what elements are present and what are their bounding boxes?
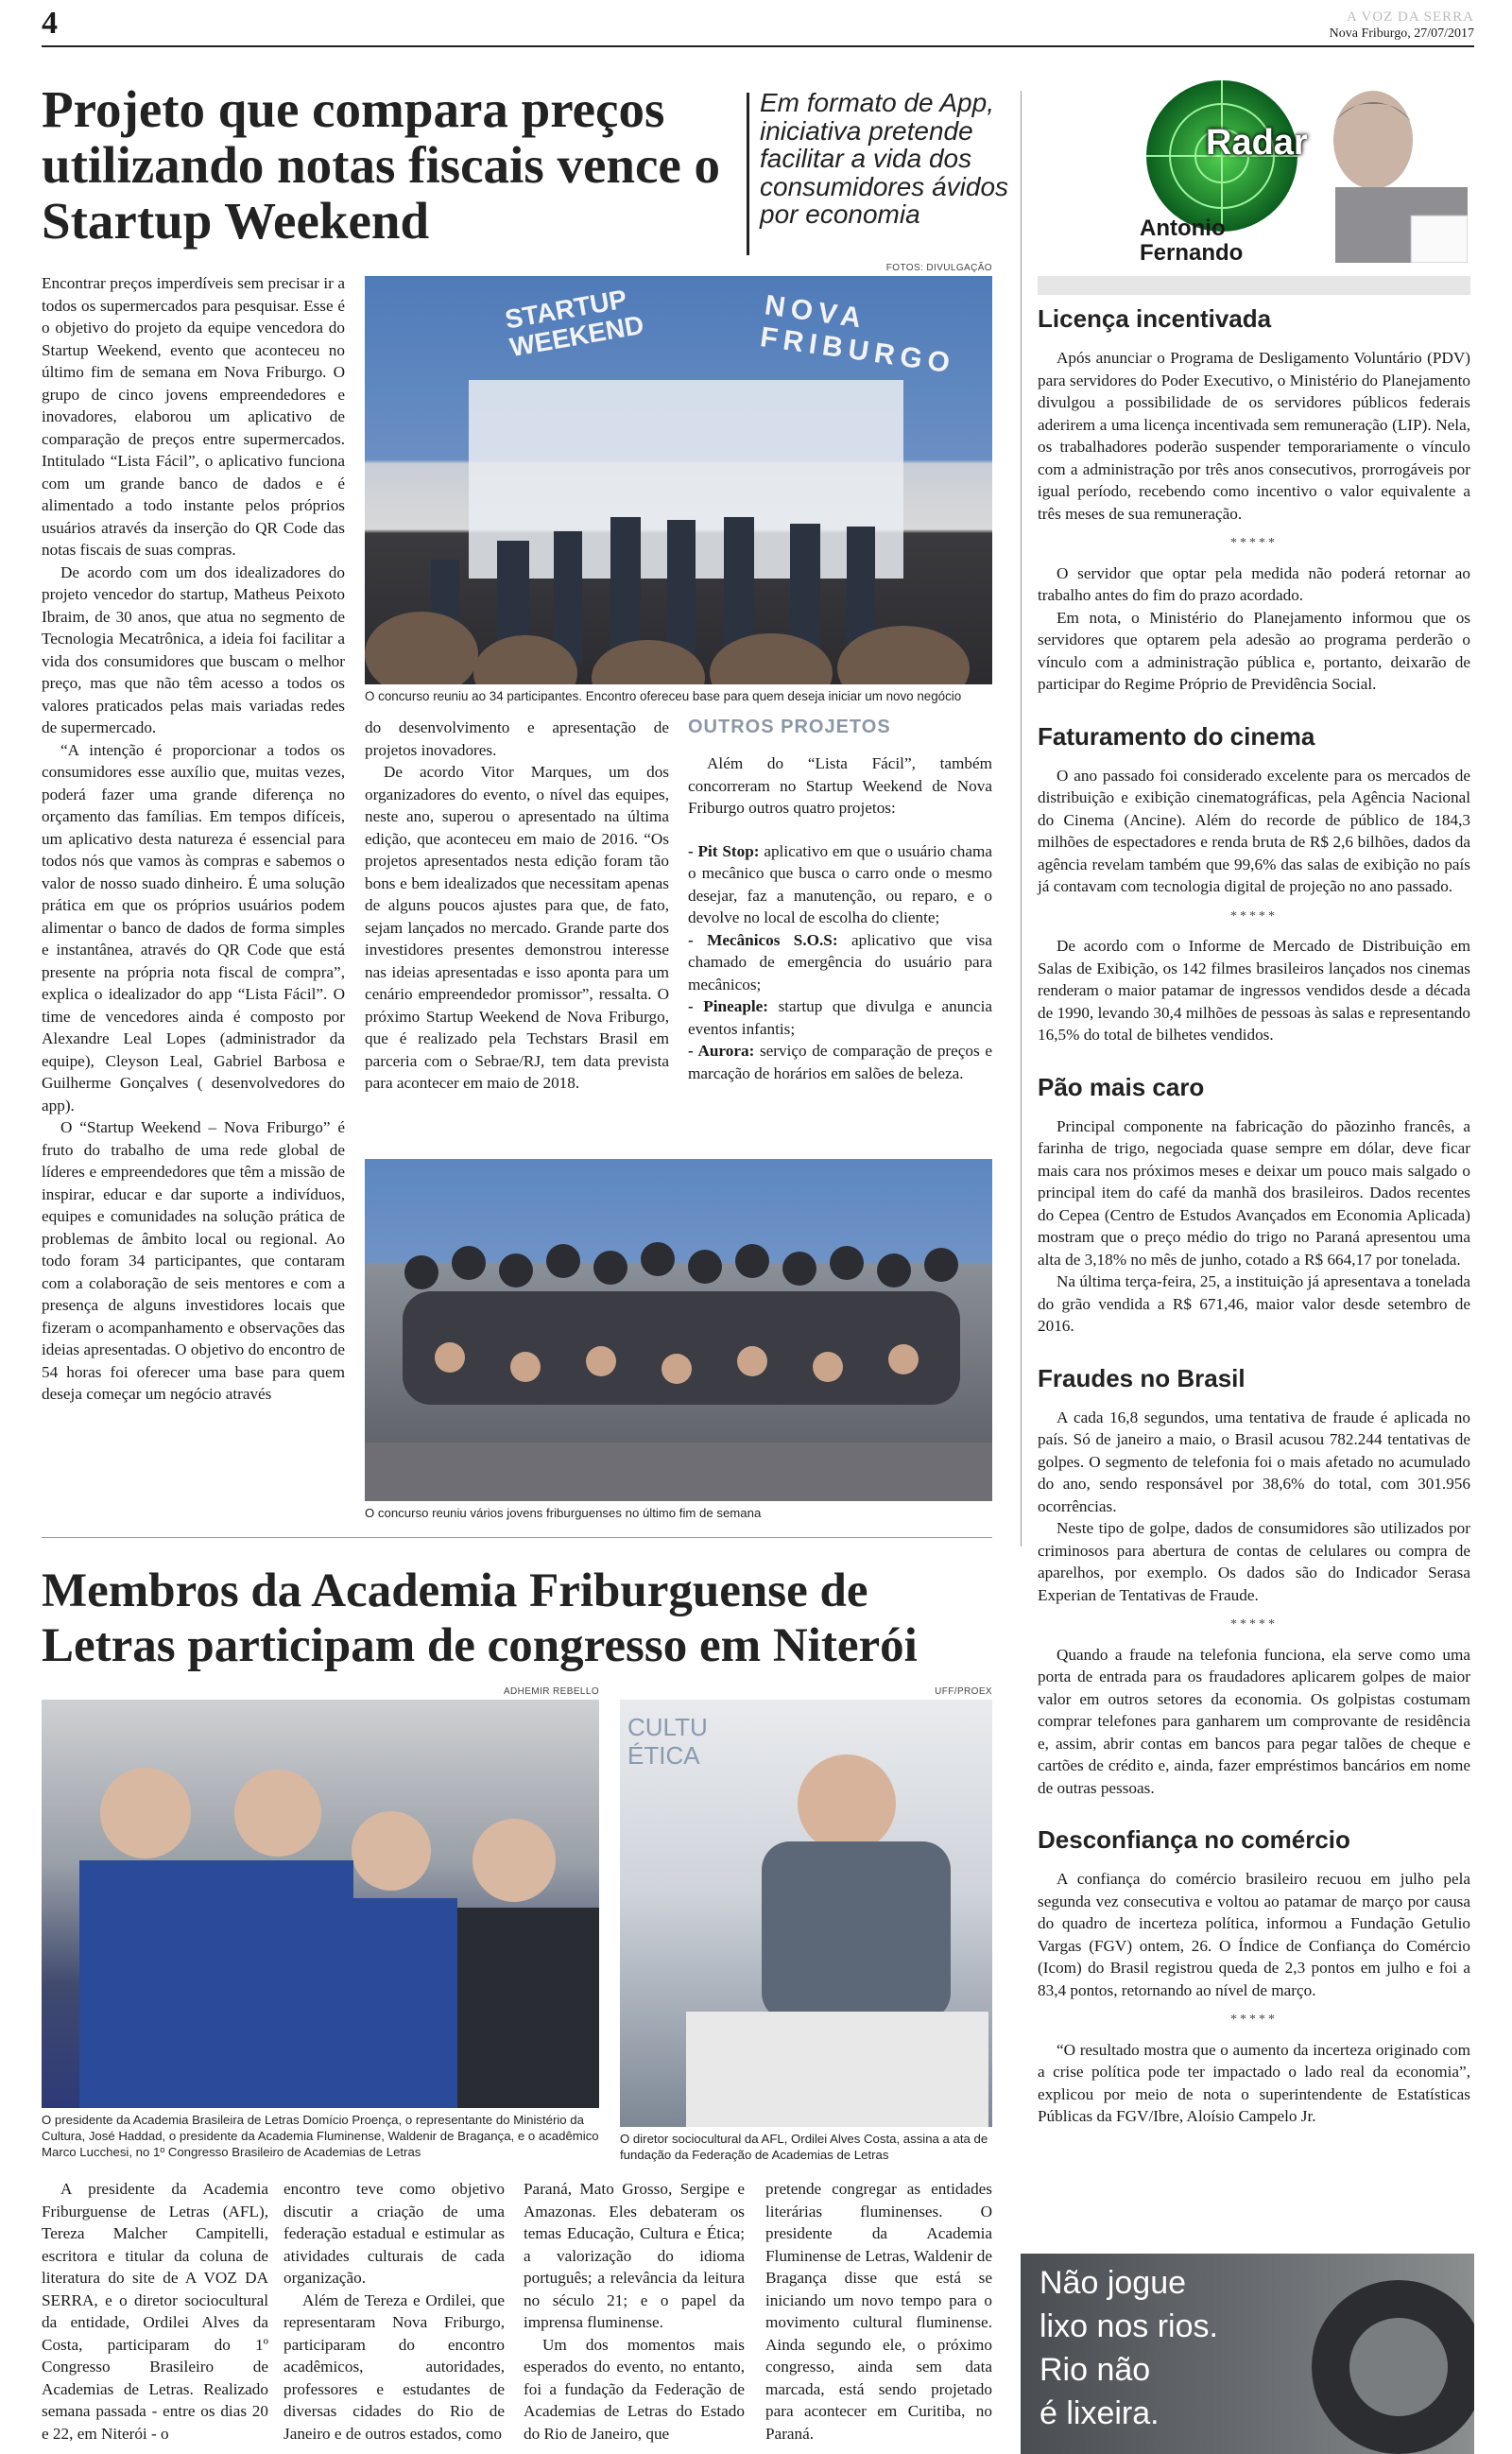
academia-rule [42, 1537, 992, 1538]
academia-col2 [284, 2178, 505, 2452]
academia-photo-2 [620, 1700, 992, 2127]
radar-paragraph: Em nota, o Ministério do Planejamento informou que os servidores que optarem pela adesão ao programa perderão o vínculo com a administração pública e, portanto, deixarão de participar do Regime Próprio de Previdência Social. [1038, 608, 1470, 693]
radar-paragraph: Na última terça-feira, 25, a instituição já apresentava a tonelada do grão vendida a R$ 671,46, maior valor desde setembro de 2016. [1038, 1272, 1470, 1335]
radar-logo-text: Radar [1206, 123, 1308, 163]
academia-paragraph: Um dos momentos mais esperados do evento, no entanto, foi a fundação da Federação de Academias de Letras do Estado do Rio de Janeiro, que [524, 2335, 745, 2443]
radar-section-body [1038, 1868, 1470, 2128]
startup-paragraph: “A intenção é proporcionar a todos os consumidores esse auxílio que, muitas vezes, poderá fazer uma grande diferença no orçamento das famílias. Em tempos difíceis, um aplicativo desta natureza é essencial para todos nós que vamos às compras e sabemos o valor de nosso suado dinheiro. É uma solução prática em que os próprios usuários podem alimentar o banco de dados de forma simples e instantânea, através do QR Code que está presente na própria nota fiscal de compra”, explica o idealizador do app “Lista Fácil”. O time de vencedores ainda é composto por Alexandre Leal Lopes (administrador da equipe), Cleyson Leal, Gabriel Barbosa e Guilherme Gonçalves ( desenvolvedores do app). [42, 740, 345, 1115]
radar-section-body [1038, 1115, 1470, 1338]
radar-author-first: Antonio [1140, 216, 1226, 241]
radar-paragraph: De acordo com o Informe de Mercado de Distribuição em Salas de Exibição, os 142 filmes brasileiros lançados nos cinemas renderam o maior patamar de ingressos vendidos desde a década de 1990, levando 30,4 milhões de pessoas às salas e representando 16,5% do total de bilhetes vendidos. [1038, 937, 1470, 1044]
academia-col4 [765, 2178, 992, 2452]
startup-subhead: Em formato de App, iniciativa pretende facilitar a vida dos consumidores ávidos por economia [760, 88, 1009, 229]
photo-banner-startup: STARTUP WEEKEND [502, 284, 646, 363]
subhead-rule [747, 93, 749, 255]
ad-line-1: Não jogue [1040, 2265, 1187, 2301]
radar-paragraph: O ano passado foi considerado excelente para os mercados de distribuição e exibição cinematográficas, pela Agência Nacional do Cinema (Ancine). Além do recorde de público de 184,3 milhões de espectadores e renda bruta de R$ 2,6 bilhões, dados da agência revelam também que 99,6% das salas de exibição no país já contavam com tecnologia digital de projeção no ano passado. [1038, 766, 1470, 895]
section-divider: ***** [1230, 536, 1278, 550]
page-number: 4 [42, 6, 58, 41]
section-divider: ***** [1230, 2013, 1278, 2027]
ad-line-2: lixo nos rios. [1040, 2308, 1218, 2344]
startup-paragraph: O “Startup Weekend – Nova Friburgo” é fruto do trabalho de uma rede global de líderes e empreendedores que têm a missão de inspirar, educar e dar suporte a indivíduos, equipes e comunidades na solução prática de problemas de âmbito local ou regional. Ao todo foram 34 participantes, que contaram com a colaboração de seis mentores e com a presença de alguns investidores locais que fizeram o acompanhamento e observações das ideias apresentadas. O objetivo do encontro de 54 horas foi oferecer uma base para quem deseja começar um negócio através [42, 1118, 345, 1403]
radar-paragraph: Neste tipo de golpe, dados de consumidores são utilizados por criminosos para abertura de contas de celulares ou compra de aparelhos, por exemplo. Os dados são do Indicador Serasa Experian de Tentativas de Fraude. [1038, 1519, 1470, 1604]
other-projects-title: OUTROS PROJETOS [688, 717, 891, 737]
startup-paragraph: do desenvolvimento e apresentação de projetos inovadores. [365, 718, 669, 759]
radar-paragraph: A cada 16,8 segundos, uma tentativa de fraude é aplicada no país. Só de janeiro a maio, o Brasil acusou 782.244 tentativas de golpes. O segmento de telefonia foi o mais afetado no acumulado do ano, sendo responsável por 38,6% do total, com 301.956 ocorrências. [1038, 1408, 1470, 1515]
startup-photo1-caption: O concurso reuniu ao 34 participantes. Encontro ofereceu base para quem deseja iniciar um novo negócio [365, 689, 962, 703]
other-projects-intro: Além do “Lista Fácil”, também concorreram no Startup Weekend de Nova Friburgo outros quatro projetos: [688, 754, 992, 817]
radar-section-body [1038, 347, 1470, 696]
radar-section-body [1038, 1407, 1470, 1800]
photo-sign-text: CULTU ÉTICA [627, 1713, 708, 1770]
section-divider: ***** [1230, 908, 1278, 924]
other-project-item: - Pineaple: startup que divulga e anuncia eventos infantis; [688, 997, 992, 1038]
ad-line-3: Rio não [1040, 2352, 1151, 2388]
academia-credit-1: ADHEMIR REBELLO [503, 1686, 599, 1697]
academia-credit-2: UFF/PROEX [935, 1686, 992, 1697]
academia-paragraph: encontro teve como objetivo discutir a criação de uma federação estadual e estimular as atividades culturais de cada organização. [284, 2180, 505, 2287]
header-rule [42, 45, 1474, 47]
radar-section-body [1038, 765, 1470, 1046]
radar-paragraph: Após anunciar o Programa de Desligamento Voluntário (PDV) para servidores do Poder Executivo, o Ministério do Planejamento divulgou a possibilidade de os servidores públicos federais aderirem a uma licença incentivada sem remuneração (LIP). Nela, os trabalhadores poderão suspender temporariamente o vínculo com a administração por três anos consecutivos, prorrogáveis por igual período, recebendo como incentivo o valor equivalente a três meses de sua remuneração. [1038, 349, 1470, 523]
startup-photo2-caption: O concurso reuniu vários jovens friburguenses no último fim de semana [365, 1506, 762, 1520]
radar-body [1038, 304, 1470, 2128]
academia-headline: Membros da Academia Friburguense de Letras participam de congresso em Niterói [42, 1564, 918, 1672]
academia-photo-1 [42, 1700, 599, 2108]
academia-paragraph: Paraná, Mato Grosso, Sergipe e Amazonas. Eles debateram os temas Educação, Cultura e Ética; a valorização do idioma português; a relevância da leitura no século 21; e o papel da imprensa fluminense. [524, 2180, 745, 2331]
academia-paragraph: pretende congregar as entidades literárias fluminenses. O presidente da Academia Fluminense de Letras, Waldenir de Bragança disse que está se iniciando um novo tempo para o movimento cultural fluminense. Ainda segundo ele, o próximo congresso, ainda sem data marcada, está sendo projetado para acontecer em Curitiba, no Paraná. [765, 2180, 992, 2443]
radar-header-bottom [1038, 276, 1470, 295]
radar-section-title: Licença incentivada [1038, 304, 1272, 333]
date-line: Nova Friburgo, 27/07/2017 [1329, 26, 1474, 41]
radar-paragraph: O servidor que optar pela medida não poderá retornar ao trabalho antes do fim do prazo acordado. [1038, 563, 1470, 604]
academia-caption-2: O diretor sociocultural da AFL, Ordilei Alves Costa, assina a ata de fundação da Federação de Academias de Letras [620, 2132, 988, 2162]
radar-paragraph: “O resultado mostra que o aumento da incerteza originado com a crise política pode ter impactado o lado real da economia”, explicou por meio de nota o superintendente de Estatísticas Públicas da FGV/Ibre, Aloísio Campelo Jr. [1038, 2040, 1470, 2125]
radar-author-last: Fernando [1140, 240, 1244, 266]
photo-banner-nova-friburgo: NOVA FRIBURGO [758, 289, 957, 380]
radar-section-title: Faturamento do cinema [1038, 721, 1315, 751]
other-projects-box [688, 752, 992, 1084]
center-column-rule [1021, 91, 1022, 1547]
author-portrait [1307, 83, 1468, 263]
startup-paragraph: De acordo Vitor Marques, um dos organizadores do evento, o nível das equipes, neste ano, superou o apresentado na última edição, que aconteceu em maio de 2016. “Os projetos apresentados nesta edição foram tão bons e bem idealizados que necessitam apenas de alguns poucos ajustes para que, de fato, sejam lançados no mercado. Grande parte dos investidores presentes demonstrou interesse nas ideias apresentadas e isso aponta para um cenário empreendedor promissor”, ressalta. O próximo Startup Weekend de Nova Friburgo, que é realizado pela Techstars Brasil em parceria com o Sebrae/RJ, tem data prevista para acontecer em maio de 2018. [365, 763, 669, 1092]
academia-photo-1-illustration [42, 1700, 599, 2108]
section-divider: ***** [1230, 1617, 1278, 1632]
radar-section-title: Desconfiança no comércio [1038, 1825, 1350, 1854]
radar-paragraph: Quando a fraude na telefonia funciona, ela serve como uma porta de entrada para os fraudadores aplicarem golpes de maior valor em outros setores da economia. Os golpistas costumam comprar telefones para ganharem um comprovante de residência e, assim, abrir contas em bancos para pegar talões de cheque e cartões de crédito e, ainda, fazer empréstimos bancários em nome de outras pessoas. [1038, 1645, 1470, 1797]
academia-caption-1: O presidente da Academia Brasileira de Letras Domício Proença, o representante do Ministério da Cultura, José Haddad, o presidente da Academia Fluminense, Waldenir de Bragança, e o acadêmico Marco Lucchesi, no 1º Congresso Brasileiro de Academias de Letras [42, 2113, 599, 2159]
startup-col2 [365, 717, 669, 1095]
radar-paragraph: Principal componente na fabricação do pãozinho francês, a farinha de trigo, negociada quase sempre em dólar, deve ficar mais cara nos próximos meses e deixar um pouco mais salgado o principal item do café da manhã dos brasileiros. Dados recentes do Cepea (Centro de Estudos Avançados em Economia Aplicada) mostram que o preço médio do trigo no Paraná apresentou uma alta de 3,18% no mês de junho, cotado a R$ 664,17 por tonelada. [1038, 1116, 1470, 1269]
academia-paragraph: Além de Tereza e Ordilei, que representaram Nova Friburgo, participaram do encontro acadêmicos, autoridades, professores e estudantes de diversas cidades do Rio de Janeiro e de outros estados, como [284, 2290, 505, 2443]
academia-col1 [42, 2178, 268, 2452]
radar-header [1038, 62, 1470, 295]
startup-photo-group [365, 1159, 992, 1501]
masthead-brand: A VOZ DA SERRA [1347, 9, 1474, 25]
startup-paragraph: De acordo com um dos idealizadores do projeto vencedor do startup, Matheus Peixoto Ibraim, de 30 anos, que atua no segmento de Tecnologia Mecatrônica, a ideia foi facilitar a vida dos consumidores que buscam o melhor preço, mas que não têm acesso a todos os valores praticados pelas mais variadas redes de supermercado. [42, 562, 345, 736]
photo-credit: FOTOS: DIVULGAÇÃO [885, 263, 992, 273]
other-project-item: - Aurora: serviço de comparação de preços e marcação de horários em salões de beleza. [688, 1042, 992, 1082]
academia-col3 [524, 2178, 745, 2452]
other-project-item: - Mecânicos S.O.S: aplicativo que visa chamado de emergência do usuário para mecânicos; [688, 930, 992, 994]
ad-line-4: é lixeira. [1040, 2395, 1160, 2431]
radar-paragraph: A confiança do comércio brasileiro recuou em julho pela segunda vez consecutiva e voltou ao patamar de março por causa do quadro de incerteza política, informou a Fundação Getulio Vargas (FGV) ontem, 26. O Índice de Confiança do Comércio (Icom) do Brasil registrou queda de 2,3 pontos em julho e foi a 83,4 pontos, retornando ao nível de março. [1038, 1870, 1470, 1999]
startup-headline: Projeto que compara preços utilizando notas fiscais vence o Startup Weekend [42, 80, 721, 250]
other-project-item: - Pit Stop: aplicativo em que o usuário chama o mecânico que busca o carro onde o mesmo desejar, faz a manutenção, ou reparo, e o devolve no local de escolha do cliente; [688, 841, 993, 926]
environment-ad [1021, 2254, 1474, 2454]
startup-col1 [42, 272, 345, 1529]
radar-section-title: Fraudes no Brasil [1038, 1363, 1246, 1392]
startup-paragraph: Encontrar preços imperdíveis sem precisar ir a todos os supermercados para pesquisar. Esse é o objetivo do projeto da equipe vencedora do Startup Weekend, evento que aconteceu no último fim de semana em Nova Friburgo. O grupo de cinco jovens empreendedores e inovadores, elaborou um aplicativo de comparação de preços entre supermercados. Intitulado “Lista Fácil”, o aplicativo funciona com um grande banco de dados e é alimentado a todo instante pelos próprios usuários através da inserção do QR Code das notas fiscais de suas compras. [42, 274, 345, 559]
radar-section-title: Pão mais caro [1038, 1072, 1205, 1101]
startup-photo-stage [365, 276, 992, 684]
group-illustration [365, 1159, 992, 1501]
academia-paragraph: A presidente da Academia Friburguense de Letras (AFL), Tereza Malcher Campitelli, escritora e titular da coluna de literatura do site de A VOZ DA SERRA, e o diretor sociocultural da entidade, Ordilei Alves da Costa, participaram do 1º Congresso Brasileiro de Academias de Letras. Realizado semana passada - entre os dias 20 e 22, em Niterói - o [42, 2180, 268, 2443]
